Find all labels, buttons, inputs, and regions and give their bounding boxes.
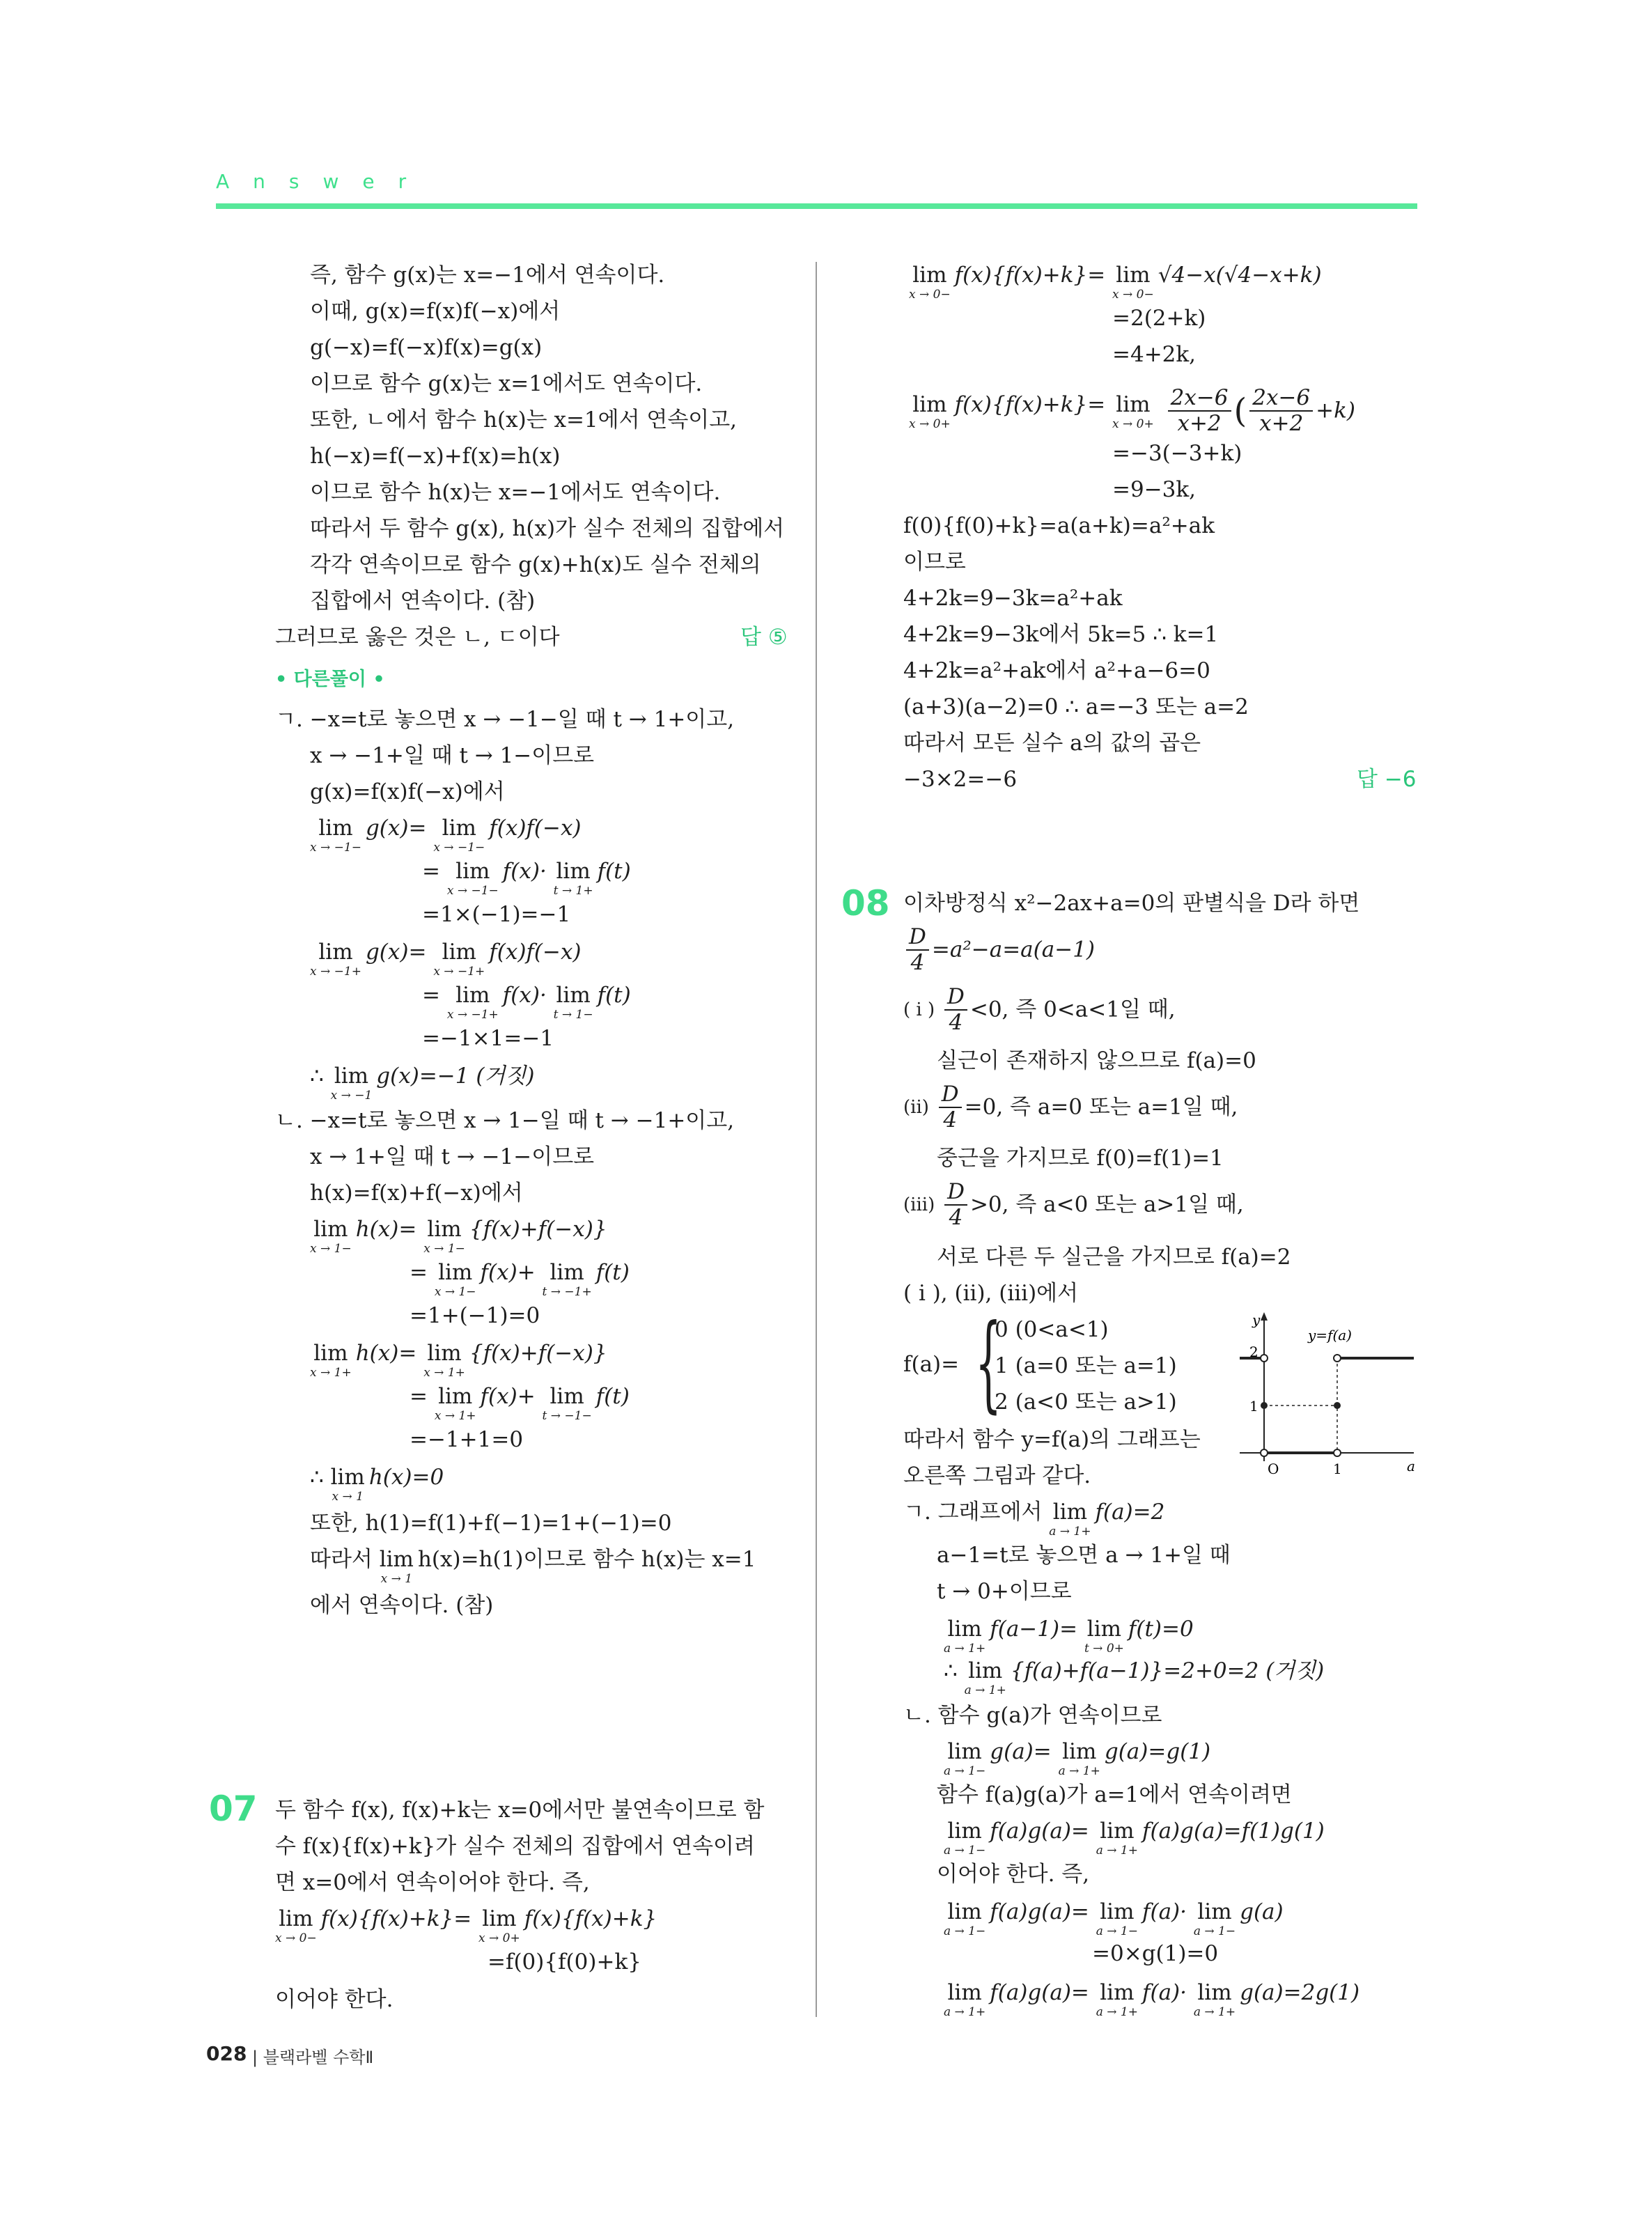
- text-line: ㄴ. 함수 g(a)가 연속이므로: [903, 1703, 1162, 1728]
- numerator: 2x−6: [1168, 387, 1231, 412]
- lim-subscript: x → −1: [330, 1089, 373, 1103]
- lim-symbol: lim: [947, 1617, 982, 1642]
- text-line: 즉, 함수 g(x)는 x=−1에서 연속이다.: [310, 263, 665, 288]
- denominator: x+2: [1177, 411, 1222, 436]
- case-line: [903, 1181, 1244, 1229]
- lim-symbol: lim: [279, 1906, 313, 1931]
- text-line: 각각 연속이므로 함수 g(x)+h(x)도 실수 전체의: [310, 552, 761, 577]
- case-line: [903, 986, 1176, 1034]
- math-text: f(t): [597, 983, 631, 1008]
- text-line: =9−3k,: [1112, 477, 1197, 502]
- lim-subscript: x → 1−: [310, 1242, 352, 1256]
- math-text: f(a)g(a)=f(1)g(1): [1142, 1819, 1325, 1844]
- text-line: h(x)=f(x)+f(−x)에서: [310, 1181, 523, 1206]
- lim-symbol: lim: [912, 263, 947, 288]
- answer-badge: [1357, 769, 1417, 791]
- text-line: 이차방정식 x²−2ax+a=0의 판별식을 D라 하면: [903, 891, 1360, 916]
- denominator: 4: [943, 1107, 958, 1132]
- text-line: 집합에서 연속이다. (참): [310, 589, 536, 614]
- text-line: 중근을 가지므로 f(0)=f(1)=1: [937, 1146, 1224, 1171]
- piecewise-case: 0 (0<a<1): [995, 1317, 1109, 1342]
- lim-subscript: t → 0+: [1084, 1642, 1124, 1656]
- math-text: +k): [1316, 398, 1356, 423]
- lim-subscript: a → 1−: [944, 1844, 986, 1858]
- math-text: {f(x)+f(−x)}: [469, 1217, 607, 1242]
- math-text: g(a): [1240, 1899, 1284, 1924]
- lim-subscript: x → −1+: [433, 965, 485, 979]
- lim-subscript: x → 1−: [423, 1242, 465, 1256]
- lim-subscript: a → 1−: [1096, 1924, 1138, 1938]
- text-line: x → −1+일 때 t → 1−이므로: [310, 743, 595, 768]
- paren: (: [1233, 391, 1247, 430]
- lim-symbol: lim: [947, 1980, 982, 2005]
- lim-symbol: lim: [947, 1899, 982, 1924]
- lim-subscript: a → 1−: [1193, 1924, 1236, 1938]
- text-line: f(0){f(0)+k}=a(a+k)=a²+ak: [903, 513, 1215, 538]
- lim-subscript: t → −1−: [542, 1409, 592, 1423]
- lim-symbol: lim: [313, 1341, 348, 1366]
- case-label: (ii): [903, 1097, 929, 1118]
- math-text: f(a)g(a)=: [990, 1980, 1089, 2005]
- math-text: f(t): [595, 1384, 630, 1409]
- math-text: f(t): [595, 1260, 630, 1285]
- lim-symbol: lim: [556, 859, 591, 884]
- text-line: ㄴ. −x=t로 놓으면 x → 1−일 때 t → −1+이고,: [275, 1108, 735, 1133]
- text-line: ㄱ. −x=t로 놓으면 x → −1−일 때 t → 1+이고,: [275, 707, 735, 732]
- answer-label: 답: [740, 625, 761, 650]
- math-text: g(x)=: [365, 940, 427, 965]
- text-line: 서로 다른 두 실근을 가지므로 f(a)=2: [937, 1245, 1291, 1270]
- lim-subscript: x → 0+: [478, 1931, 520, 1945]
- graph-x-label: a: [1407, 1458, 1415, 1474]
- text-line: 함수 f(a)g(a)가 a=1에서 연속이려면: [937, 1782, 1292, 1807]
- limit-equation: = lim x → 1+ f(x)+ lim t → −1− f(t): [410, 1384, 630, 1423]
- fraction: [939, 1084, 962, 1131]
- lim-symbol: lim: [438, 1260, 473, 1285]
- brace: {: [975, 1302, 1002, 1424]
- therefore-symbol: ∴: [310, 1465, 324, 1490]
- text-line: =f(0){f(0)+k}: [488, 1949, 641, 1975]
- lim-subscript: x → −1−: [446, 884, 499, 898]
- lim-symbol: lim: [1062, 1739, 1097, 1764]
- math-text: f(t)=0: [1128, 1617, 1194, 1642]
- lim-subscript: t → −1+: [542, 1285, 592, 1299]
- text-line: 따라서 함수 y=f(a)의 그래프는: [903, 1427, 1201, 1452]
- limit-equation: [944, 1660, 1324, 1697]
- lim-subscript: a → 1−: [944, 1924, 986, 1938]
- piecewise-lhs: f(a)=: [903, 1352, 960, 1377]
- lim-subscript: x → 1−: [434, 1285, 476, 1299]
- math-text: f(x)f(−x): [489, 940, 582, 965]
- lim-symbol: lim: [318, 940, 353, 965]
- lim-symbol: lim: [442, 816, 476, 841]
- lim-symbol: lim: [1197, 1899, 1232, 1924]
- text-line: =−1+1=0: [410, 1427, 524, 1452]
- fraction: [944, 986, 967, 1034]
- limit-equation: [909, 387, 1355, 435]
- lim-subscript: a → 1+: [1058, 1764, 1100, 1778]
- limit-equation: [275, 1908, 657, 1945]
- limit-equation: [310, 1343, 607, 1379]
- lim-symbol: lim: [455, 859, 490, 884]
- text-line: g(x)=f(x)f(−x)에서: [310, 779, 505, 804]
- math-text: 따라서: [310, 1547, 373, 1572]
- math-text: f(x){f(x)+k}: [524, 1906, 657, 1931]
- case-line: [903, 1084, 1238, 1131]
- lim-subscript: x → 1: [332, 1490, 364, 1504]
- text-line: 또한, h(1)=f(1)+f(−1)=1+(−1)=0: [310, 1511, 672, 1536]
- numerator: D: [944, 986, 967, 1011]
- text-line: 에서 연속이다. (참): [310, 1593, 494, 1618]
- text-line: x → 1+일 때 t → −1−이므로: [310, 1144, 595, 1169]
- lim-subscript: x → 1+: [310, 1366, 352, 1380]
- text-line: a−1=t로 놓으면 a → 1+일 때: [937, 1543, 1231, 1568]
- closed-point: [1261, 1402, 1268, 1409]
- lim-symbol: lim: [1116, 392, 1151, 417]
- open-point: [1261, 1355, 1268, 1362]
- math-text: g(a)=: [990, 1739, 1052, 1764]
- lim-subscript: x → −1−: [310, 841, 361, 855]
- text-line: 따라서 모든 실수 a의 값의 곱은: [903, 731, 1201, 756]
- math-text: √4−x(√4−x+k): [1158, 263, 1322, 288]
- lim-subscript: x → −1+: [310, 965, 361, 979]
- piecewise-case: 1 (a=0 또는 a=1): [995, 1353, 1177, 1378]
- lim-symbol: lim: [1116, 263, 1151, 288]
- graph-tick-label: 1: [1333, 1461, 1342, 1477]
- text-line: 두 함수 f(x), f(x)+k는 x=0에서만 불연속이므로 함: [275, 1798, 765, 1823]
- book-title: | 블랙라벨 수학Ⅱ: [252, 2048, 374, 2067]
- lim-subscript: a → 1+: [1049, 1525, 1091, 1539]
- therefore-symbol: ∴: [310, 1064, 324, 1089]
- math-text: g(x)=: [365, 816, 427, 841]
- math-text: f(x)+: [480, 1384, 536, 1409]
- lim-subscript: x → 0−: [1112, 288, 1154, 302]
- denominator: x+2: [1259, 411, 1304, 436]
- math-text: g(a)=g(1): [1104, 1739, 1211, 1764]
- math-text: f(a)g(a)=: [990, 1899, 1089, 1924]
- open-point: [1334, 1355, 1341, 1362]
- limit-equation: [944, 1821, 1325, 1857]
- lim-symbol: lim: [427, 1217, 462, 1242]
- lim-subscript: a → 1−: [944, 1764, 986, 1778]
- lim-subscript: x → −1+: [446, 1008, 499, 1022]
- text-line: 4+2k=9−3k에서 5k=5 ∴ k=1: [903, 622, 1219, 647]
- math-text: f(x){f(x)+k}=: [320, 1906, 472, 1931]
- lim-symbol: lim: [334, 1064, 369, 1089]
- answer-label: 답: [1357, 767, 1378, 792]
- lim-symbol: lim: [1100, 1899, 1135, 1924]
- lim-subscript: t → 1−: [553, 1008, 593, 1022]
- limit-equation: = lim x → −1− f(x)· lim t → 1+ f(t): [422, 859, 631, 898]
- lim-symbol: lim: [1100, 1980, 1135, 2005]
- math-text: h(x)=: [355, 1341, 417, 1366]
- fraction: [1249, 387, 1313, 435]
- text-line: −3×2=−6: [903, 767, 1018, 792]
- lim-symbol: lim: [1100, 1819, 1135, 1844]
- text-line: g(−x)=f(−x)f(x)=g(x): [310, 335, 543, 360]
- case-label: ( i ): [903, 999, 935, 1020]
- lim-symbol: lim: [313, 1217, 348, 1242]
- text-line: h(−x)=f(−x)+f(x)=h(x): [310, 444, 561, 469]
- math-text: f(a)=2: [1095, 1500, 1165, 1525]
- math-text: f(a)·: [1142, 1980, 1187, 2005]
- lim-symbol: lim: [1086, 1617, 1122, 1642]
- math-text: f(x)·: [502, 983, 547, 1008]
- lim-symbol: lim: [556, 983, 591, 1008]
- text-line: 4+2k=9−3k=a²+ak: [903, 586, 1123, 611]
- math-text: h(x)=: [355, 1217, 417, 1242]
- denominator: 4: [949, 1010, 963, 1035]
- graph-tick-label: 1: [1249, 1398, 1259, 1415]
- lim-subscript: a → 1+: [1096, 2005, 1138, 2019]
- lim-symbol: lim: [438, 1384, 473, 1409]
- limit-equation: [944, 1619, 1194, 1655]
- fraction: [944, 1181, 967, 1229]
- page-number: 028: [206, 2042, 247, 2065]
- closed-point: [1334, 1402, 1341, 1409]
- numerator: D: [906, 926, 929, 951]
- lim-symbol: lim: [455, 983, 490, 1008]
- text-line: t → 0+이므로: [937, 1579, 1072, 1604]
- lim-symbol: lim: [318, 816, 353, 841]
- text-line: 실근이 존재하지 않으므로 f(a)=0: [937, 1048, 1256, 1073]
- graph-function-label: y=f(a): [1308, 1327, 1352, 1344]
- limit-equation: [310, 942, 582, 978]
- lim-symbol: lim: [330, 1465, 365, 1490]
- lim-subscript: a → 1+: [944, 1642, 986, 1656]
- text-line: =4+2k,: [1112, 342, 1197, 367]
- text-line: 이므로 함수 g(x)는 x=1에서도 연속이다.: [310, 371, 703, 396]
- lim-symbol: lim: [1052, 1500, 1087, 1525]
- limit-equation: [310, 818, 582, 854]
- numerator: D: [944, 1181, 967, 1206]
- math-text: ㄱ. 그래프에서: [903, 1500, 1043, 1525]
- open-point: [1334, 1449, 1341, 1456]
- math-text: f(a)g(a)=: [990, 1819, 1089, 1844]
- lim-symbol: lim: [1197, 1980, 1232, 2005]
- text-line: 이므로 함수 h(x)는 x=−1에서도 연속이다.: [310, 480, 721, 505]
- limit-equation: [310, 1066, 534, 1102]
- header-divider: [216, 203, 1417, 209]
- math-text: f(x){f(x)+k}=: [954, 392, 1106, 417]
- math-text: =0, 즉 a=0 또는 a=1일 때,: [964, 1094, 1238, 1120]
- piecewise-case: 2 (a<0 또는 a>1): [995, 1389, 1177, 1415]
- case-label: (iii): [903, 1194, 935, 1215]
- math-text: {f(a)+f(a−1)}=2+0=2 (거짓): [1010, 1658, 1325, 1683]
- math-text: g(a)=2g(1): [1240, 1980, 1360, 2005]
- numerator: 2x−6: [1249, 387, 1313, 412]
- denominator: 4: [910, 950, 925, 975]
- text-line: =0×g(1)=0: [1092, 1941, 1219, 1966]
- math-text: g(x)=−1 (거짓): [376, 1064, 535, 1089]
- alternative-solution-label: • 다른풀이 •: [275, 669, 385, 690]
- lim-subscript: x → 1+: [434, 1409, 476, 1423]
- text-line: ( i ), (ii), (iii)에서: [903, 1281, 1079, 1306]
- lim-symbol: lim: [912, 392, 947, 417]
- limit-equation: [944, 1982, 1359, 2018]
- y-axis-arrow: [1261, 1312, 1268, 1321]
- math-text: f(a−1)=: [990, 1617, 1078, 1642]
- text-line: =2(2+k): [1112, 306, 1206, 331]
- numerator: D: [939, 1084, 962, 1108]
- text-line: =1+(−1)=0: [410, 1303, 540, 1328]
- text-line: 그러므로 옳은 것은 ㄴ, ㄷ이다: [275, 625, 560, 650]
- math-text: f(x)·: [502, 859, 547, 884]
- text-line: 따라서 두 함수 g(x), h(x)가 실수 전체의 집합에서: [310, 516, 785, 541]
- fraction: [1168, 387, 1231, 435]
- math-text: {f(x)+f(−x)}: [469, 1341, 607, 1366]
- graph-origin-label: O: [1268, 1461, 1279, 1477]
- limit-equation: = lim x → −1+ f(x)· lim t → 1− f(t): [422, 983, 631, 1022]
- lim-subscript: a → 1+: [1193, 2005, 1236, 2019]
- column-divider: [816, 262, 817, 2017]
- lim-symbol: lim: [550, 1260, 584, 1285]
- graph-tick-label: 2: [1249, 1344, 1259, 1360]
- lim-subscript: x → 0−: [275, 1931, 317, 1945]
- lim-subscript: a → 1+: [944, 2005, 986, 2019]
- text-line: 이때, g(x)=f(x)f(−x)에서: [310, 299, 561, 324]
- lim-symbol: lim: [427, 1341, 462, 1366]
- limit-equation: [310, 1219, 607, 1255]
- discriminant-line: [903, 926, 1095, 974]
- limit-equation: [909, 265, 1322, 301]
- math-text: h(x)=0: [368, 1465, 444, 1490]
- lim-subscript: x → 0+: [909, 417, 951, 431]
- lim-subscript: x → 1: [380, 1572, 413, 1586]
- math-text: >0, 즉 a<0 또는 a>1일 때,: [969, 1192, 1244, 1217]
- text-line: 이므로: [903, 550, 966, 575]
- fraction: [906, 926, 929, 974]
- text-line: 또한, ㄴ에서 함수 h(x)는 x=1에서 연속이고,: [310, 407, 738, 433]
- lim-symbol: lim: [482, 1906, 517, 1931]
- math-text: f(t): [597, 859, 631, 884]
- text-line: 수 f(x){f(x)+k}가 실수 전체의 집합에서 연속이려: [275, 1834, 755, 1859]
- math-text: <0, 즉 0<a<1일 때,: [969, 997, 1176, 1022]
- math-text: h(x)=h(1)이므로 함수 h(x)는 x=1: [417, 1547, 756, 1572]
- text-line: 이어야 한다. 즉,: [937, 1862, 1090, 1887]
- lim-symbol: lim: [379, 1547, 414, 1572]
- lim-subscript: a → 1+: [1096, 1844, 1138, 1858]
- graph-y-label: y: [1252, 1311, 1261, 1328]
- math-text: f(x){f(x)+k}=: [954, 263, 1106, 288]
- lim-subscript: x → 0+: [1112, 417, 1154, 431]
- text-line: =1×(−1)=−1: [422, 902, 571, 927]
- text-line: (a+3)(a−2)=0 ∴ a=−3 또는 a=2: [903, 694, 1249, 719]
- text-line: 이어야 한다.: [275, 1987, 393, 2012]
- text-line: =−3(−3+k): [1112, 441, 1242, 466]
- limit-equation: [310, 1467, 444, 1503]
- therefore-symbol: ∴: [944, 1658, 958, 1683]
- text-line: =−1×1=−1: [422, 1026, 554, 1051]
- lim-subscript: x → −1−: [433, 841, 485, 855]
- math-text: f(x)+: [480, 1260, 536, 1285]
- math-text: f(a)·: [1142, 1899, 1187, 1924]
- limit-equation: [944, 1741, 1210, 1777]
- denominator: 4: [949, 1205, 963, 1230]
- lim-subscript: a → 1+: [964, 1683, 1006, 1697]
- lim-symbol: lim: [947, 1739, 982, 1764]
- text-line: 면 x=0에서 연속이어야 한다. 즉,: [275, 1870, 590, 1895]
- limit-equation: [903, 1502, 1164, 1538]
- answer-badge: [740, 627, 788, 648]
- lim-symbol: lim: [947, 1819, 982, 1844]
- header-answer-label: Answer: [216, 170, 430, 193]
- text-line: 오른쪽 그림과 같다.: [903, 1463, 1091, 1488]
- limit-equation: [310, 1549, 756, 1585]
- lim-symbol: lim: [968, 1658, 1003, 1683]
- limit-equation: = lim x → 1− f(x)+ lim t → −1+ f(t): [410, 1260, 630, 1299]
- answer-value: −6: [1384, 767, 1417, 792]
- lim-symbol: lim: [442, 940, 476, 965]
- step-function-graph: [1240, 1309, 1421, 1483]
- lim-subscript: t → 1+: [553, 884, 593, 898]
- answer-value: ⑤: [767, 625, 788, 650]
- math-text: =a²−a=a(a−1): [931, 937, 1096, 963]
- lim-symbol: lim: [550, 1384, 584, 1409]
- lim-subscript: x → 1+: [423, 1366, 465, 1380]
- lim-subscript: x → 0−: [909, 288, 951, 302]
- limit-equation: [944, 1901, 1284, 1938]
- problem-number: 08: [841, 883, 890, 924]
- problem-number: 07: [209, 1789, 258, 1829]
- open-point: [1261, 1449, 1268, 1456]
- text-line: 4+2k=a²+ak에서 a²+a−6=0: [903, 658, 1210, 683]
- math-text: f(x)f(−x): [489, 816, 582, 841]
